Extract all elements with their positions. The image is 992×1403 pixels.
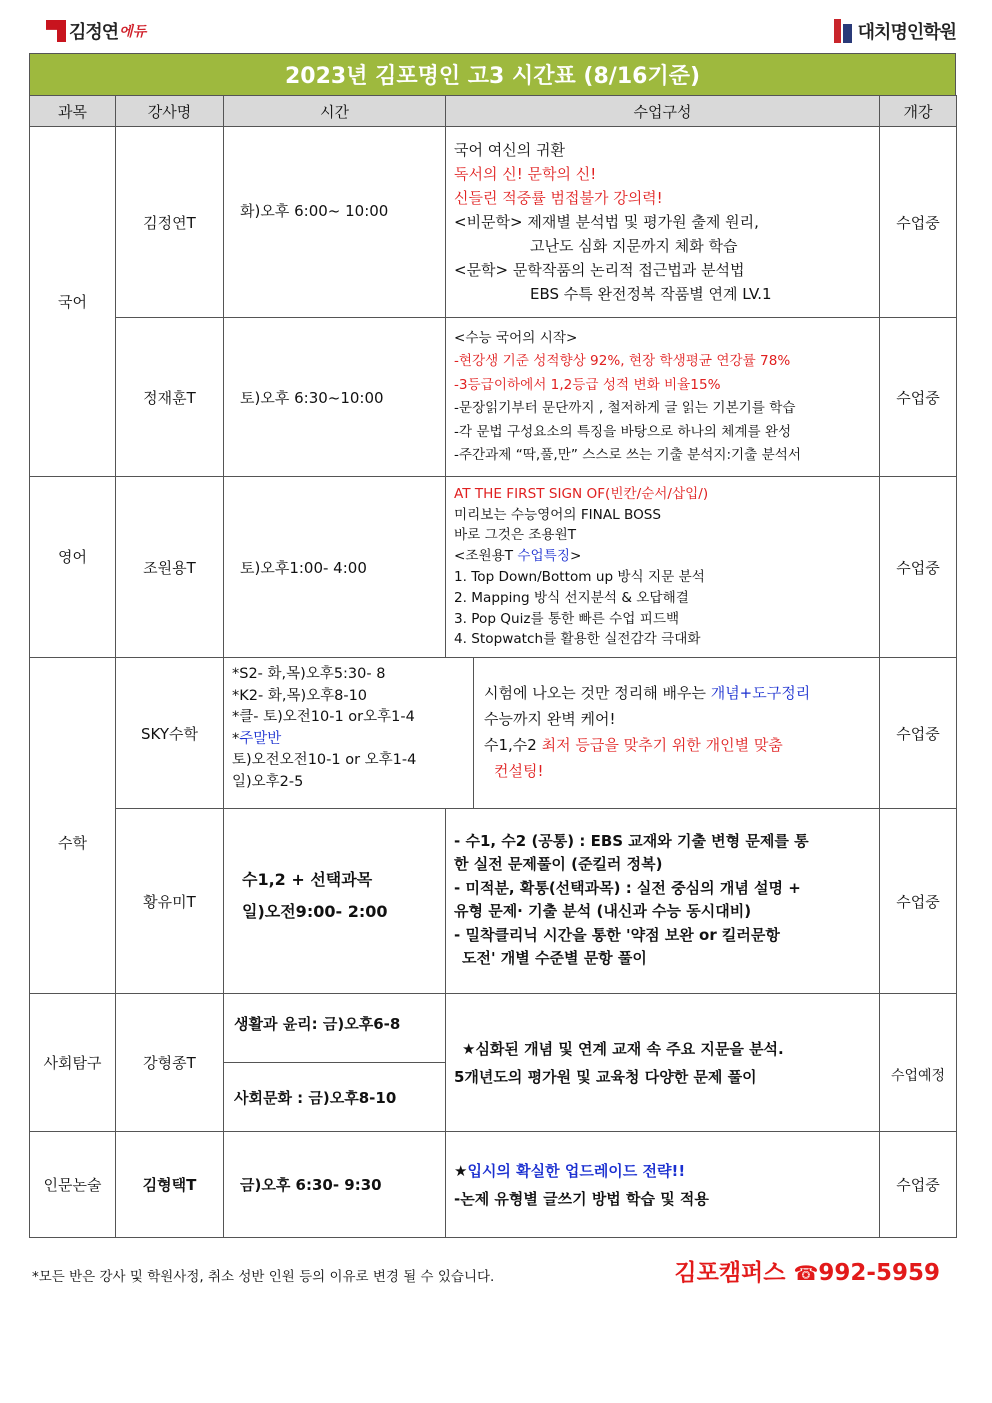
time-line: 일)오전9:00- 2:00 — [242, 902, 388, 921]
desc-line: -각 문법 구성요소의 특징을 바탕으로 하나의 체계를 완성 — [454, 423, 792, 440]
status-cell: 수업예정 — [880, 994, 957, 1132]
teacher-cell: 강형종T — [116, 994, 224, 1132]
subject-cell: 인문논술 — [30, 1132, 116, 1238]
footnote: *모든 반은 강사 및 학원사정, 취소 성반 인원 등의 이유로 변경 될 수 있습니다. — [32, 1269, 495, 1285]
academy-name: 대치명인학원 — [857, 22, 956, 43]
desc-line — [484, 680, 871, 706]
description-cell — [446, 477, 880, 658]
desc-line: -주간과제 “딱,풀,만” 스스로 쓰는 기출 분석지:기출 분석서 — [454, 447, 802, 463]
campus-name: 김포캠퍼스 — [674, 1260, 786, 1286]
table-row — [30, 1132, 957, 1238]
time-text: * — [232, 730, 240, 747]
desc-highlight: 수업특징 — [517, 548, 570, 565]
desc-line: <비문학> 제재별 분석법 및 평가원 출제 원리, — [454, 213, 759, 231]
desc-text: > — [569, 548, 582, 565]
teacher-cell: 황유미T — [116, 809, 224, 994]
phone-icon: ☎ — [793, 1261, 819, 1285]
desc-highlight: 개념+도구정리 — [710, 684, 811, 702]
time-line: 토)오전오전10-1 or 오후1-4 — [232, 752, 417, 768]
kimjungyeon-edu-logo — [46, 18, 146, 44]
status-cell: 수업중 — [880, 127, 957, 318]
logo-mark-icon — [46, 20, 66, 42]
desc-line — [484, 732, 871, 758]
desc-highlight: 입시의 확실한 업드레이드 전략!! — [467, 1161, 686, 1180]
time-cell: 토)오후 6:30~10:00 — [224, 318, 446, 477]
col-time: 시간 — [224, 96, 446, 127]
weekend-label: 주말반 — [239, 730, 282, 747]
desc-text: <조원용T — [454, 548, 518, 565]
desc-line: 1. Top Down/Bottom up 방식 지문 분석 — [454, 569, 705, 585]
description-cell — [474, 658, 879, 808]
desc-line: 국어 여신의 귀환 — [454, 141, 565, 159]
description-cell — [446, 994, 880, 1132]
status-cell: 수업중 — [880, 477, 957, 658]
desc-line: 도전' 개별 수준별 문항 풀이 — [462, 949, 647, 967]
desc-line: 미리보는 수능영어의 FINAL BOSS — [454, 506, 662, 523]
time-cell — [224, 658, 474, 808]
star-icon: ★ — [454, 1161, 468, 1180]
subject-cell: 국어 — [30, 127, 116, 477]
desc-line: 고난도 심화 지문까지 체화 학습 — [530, 237, 738, 255]
status-cell: 수업중 — [880, 809, 957, 994]
desc-line: 5개년도의 평가원 및 교육청 다양한 문제 풀이 — [454, 1067, 757, 1086]
time-cell — [224, 809, 446, 994]
time-cell: 사회문화 : 금)오후8-10 — [224, 1063, 446, 1132]
desc-line: -3등급이하에서 1,2등급 성적 변화 비율15% — [454, 376, 721, 393]
desc-line: <수능 국어의 시작> — [454, 329, 578, 346]
desc-line: 한 실전 문제풀이 (준킬러 정복) — [454, 855, 663, 873]
subject-cell: 수학 — [30, 658, 116, 994]
phone-number: 992-5959 — [818, 1260, 940, 1286]
time-cell: 토)오후1:00- 4:00 — [224, 477, 446, 658]
description-cell — [446, 127, 880, 318]
desc-line — [454, 1157, 871, 1185]
status-cell: 수업중 — [880, 1132, 957, 1238]
desc-line: 컨설팅! — [494, 762, 544, 780]
col-description: 수업구성 — [446, 96, 880, 127]
desc-line: EBS 수특 완전정복 작품별 연계 LV.1 — [530, 285, 772, 303]
header-row — [30, 96, 957, 127]
sky-math-merged-cell — [224, 658, 880, 809]
desc-line: - 밀착클리닉 시간을 통한 '약점 보완 or 킬러문항 — [454, 925, 780, 944]
desc-line: 2. Mapping 방식 선지분석 & 오답해결 — [454, 589, 689, 606]
logo-sub-text: 에듀 — [119, 24, 147, 40]
col-teacher: 강사명 — [116, 96, 224, 127]
title-bar — [29, 53, 956, 96]
desc-line: 유형 문제· 기출 분석 (내신과 수능 동시대비) — [454, 902, 752, 920]
time-cell: 금)오후 6:30- 9:30 — [224, 1132, 446, 1238]
time-line: *S2- 화,목)오후5:30- 8 — [232, 666, 386, 682]
time-line: *클- 토)오전10-1 or오후1-4 — [232, 709, 415, 725]
desc-line: 독서의 신! 문학의 신! — [454, 165, 597, 183]
desc-line: 신들린 적중률 범접불가 강의력! — [454, 189, 663, 207]
desc-line: <문학> 문학작품의 논리적 접근법과 분석법 — [454, 261, 745, 279]
teacher-cell: SKY수학 — [116, 658, 224, 809]
desc-line: - 미적분, 확통(선택과목) : 실전 중심의 개념 설명 + — [454, 878, 801, 897]
table-row — [30, 318, 957, 477]
desc-line: -문장읽기부터 문단까지 , 철저하게 글 읽는 기본기를 학습 — [454, 400, 796, 416]
desc-text: 시험에 나오는 것만 정리해 배우는 — [484, 684, 711, 702]
academy-logo-icon — [834, 19, 852, 43]
desc-highlight: 최저 등급을 맞추기 위한 개인별 맞춤 — [541, 736, 783, 754]
description-cell — [446, 1132, 880, 1238]
desc-line: AT THE FIRST SIGN OF(빈칸/순서/삽입/) — [454, 485, 709, 502]
description-cell — [446, 318, 880, 477]
table-row — [30, 127, 957, 318]
desc-line: 4. Stopwatch를 활용한 실전감각 극대화 — [454, 631, 701, 648]
status-cell: 수업중 — [880, 658, 957, 809]
logo-main-text: 김정연 — [69, 22, 119, 43]
time-line: *K2- 화,목)오후8-10 — [232, 687, 368, 704]
col-subject: 과목 — [30, 96, 116, 127]
desc-line: 3. Pop Quiz를 통한 빠른 수업 피드백 — [454, 610, 680, 627]
description-cell — [446, 809, 880, 994]
teacher-cell: 정재훈T — [116, 318, 224, 477]
table-row — [30, 809, 957, 994]
teacher-cell: 김정연T — [116, 127, 224, 318]
desc-line: 수능까지 완벽 케어! — [484, 710, 616, 728]
time-line: 일)오후2-5 — [232, 773, 304, 790]
subject-cell: 영어 — [30, 477, 116, 658]
table-row — [30, 477, 957, 658]
teacher-cell: 김형택T — [116, 1132, 224, 1238]
table-row — [30, 658, 957, 809]
desc-line: -현강생 기준 성적향상 92%, 현장 학생평균 연강률 78% — [454, 353, 791, 369]
desc-line: - 수1, 수2 (공통) : EBS 교재와 기출 변형 문제를 통 — [454, 831, 809, 850]
time-line: 수1,2 + 선택과목 — [242, 870, 373, 889]
daechi-myungin-logo — [834, 18, 956, 44]
status-cell: 수업중 — [880, 318, 957, 477]
col-status: 개강 — [880, 96, 957, 127]
timetable — [29, 95, 957, 1238]
table-row — [30, 994, 957, 1063]
desc-line: -논제 유형별 글쓰기 방법 학습 및 적용 — [454, 1189, 709, 1208]
campus-contact — [674, 1254, 940, 1287]
subject-cell: 사회탐구 — [30, 994, 116, 1132]
time-cell: 생활과 윤리: 금)오후6-8 — [224, 994, 446, 1063]
desc-text: 수1,수2 — [484, 736, 542, 754]
time-cell: 화)오후 6:00~ 10:00 — [224, 127, 446, 318]
desc-line: ★심화된 개념 및 연계 교재 속 주요 지문을 분석. — [462, 1039, 784, 1058]
desc-line: 바로 그것은 조용원T — [454, 527, 576, 544]
time-line — [232, 729, 473, 751]
page-title: 2023년 김포명인 고3 시간표 (8/16기준) — [284, 64, 700, 89]
desc-line — [454, 546, 871, 567]
teacher-cell: 조원용T — [116, 477, 224, 658]
